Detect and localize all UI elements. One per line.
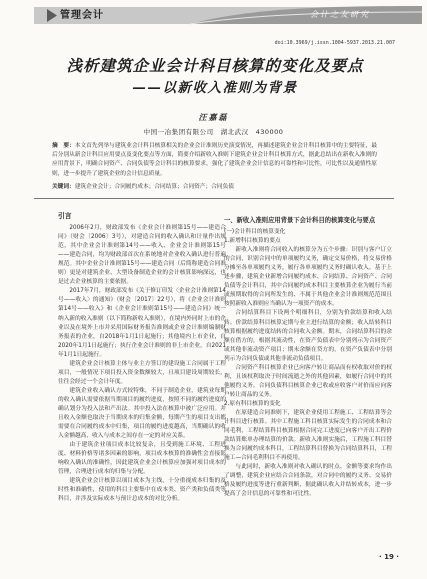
section-paragraph: 与此同时，新收入准则对收入确认的时点、金额等要求均作出了调整，建筑企业应结合合同条款，对合同中的履约义务、交易价格及履约进度等进行重新判断，据此确认收入并结转成本，进一步提高了会计信息的可靠性和可比性。	[224, 464, 392, 498]
section-paragraph: 合同结算科目下设两个明细科目，分别为价款结算和收入结转。价款结算科目核算定期与业主进行结算的金额；收入结转科目核算根据履约进度结转的合同收入金额。期末，合同结算科目的余额在借方的，根据其流动性，在资产负债表中分别列示为合同资产或其他非流动资产项目；期末余额在贷方的，在资产负债表中分别列示为合同负债或其他非流动负债项目。	[224, 310, 392, 362]
section-paragraph: 在原建造合同准则下，建筑企业使用工程施工、工程结算等会计科目进行核算。其中工程施工科目核算实际发生的合同成本和合同毛利，工程结算科目核算根据合同完工进度已向客户开出工程价款结算账单办理结算的价款。新收入准则实施后，工程施工科目替换为合同履约成本科目，工程结算科目替换为合同结算科目，工程施工—合同毛利科目不再使用。	[224, 409, 392, 462]
section-heading: 一、新收入准则应用背景下会计科目的核算变化与要点	[224, 217, 376, 224]
section-paragraph: 合同资产科目核算企业已向客户转让商品而有权收取对价的权利，且该权利取决于时间流逝之外的其他因素，如履行合同中的其他履约义务。合同负债科目核算企业已收或应收客户对价而应向客户转让商品的义务。	[224, 364, 392, 398]
keywords-label: 关键词：	[52, 184, 75, 190]
section-paragraph: 新收入准则将合同收入的核算分为五个步骤：识别与客户订立的合同，识别合同中的单项履约义务，确定交易价格，将交易价格分摊至各单项履约义务，履行各单项履约义务时确认收入。基于上述步骤，建筑企业新增合同履约成本、合同结算、合同资产、合同负债等会计科目，其中合同履约成本科目主要核算企业为履行当前或预期取得的合同所发生的、不属于其他企业会计准则规范范围且按照新收入准则应当确认为一项资产的成本。	[224, 247, 392, 308]
subsection-item-heading: 1.新增科目核算的要点	[224, 238, 281, 245]
intro-paragraph: 建筑企业会计核算以项目成本为主线，十分重视成本归集的及时性和准确性，使用的科目主要集中在成本类、资产类和负债类等科目，并涉及实际成本与预计总成本的对比分析。	[58, 478, 226, 503]
keywords	[52, 183, 377, 192]
section-marker-icon	[47, 9, 57, 22]
article-subtitle: ——以新收入准则为背景	[132, 80, 298, 96]
article-title: 浅析建筑企业会计科目核算的变化及要点	[66, 57, 364, 75]
subsection-heading: (一)会计科目的核算变化	[224, 229, 286, 236]
author-affiliation: 中国一冶集团有限公司 湖北武汉 430000	[143, 128, 284, 136]
body-column-right	[224, 212, 392, 499]
abstract-label: 摘 要：	[52, 143, 75, 149]
abstract	[52, 142, 377, 179]
body-column-left	[58, 212, 226, 505]
intro-paragraph: 建筑企业收入确认方式较特殊，不同于制造企业，建筑业每期的收入确认需要依据当期项目的履约进度，按照不同的履约进度的确认划分为投入法和产出法。其中投入法在核算中被广泛应用。并且收入金额也取决于当期成本的归集金额，每期产生的项目支出都需要在合同履约成本中归集，项目的履约进度越高，当期确认的收入金额越高，收入与成本之间存在一定的对应关系。	[58, 387, 226, 440]
page-number: · 19 ·	[379, 553, 399, 561]
author-name: 汪嘉磊	[198, 113, 229, 122]
intro-heading: 引言	[58, 212, 72, 220]
doi-line: doi:10.3969/j.issn.1004-5937.2013.21.007	[274, 40, 395, 46]
header-swoosh-decoration	[190, 6, 422, 34]
keywords-text: 建筑企业会计；合同履约成本；合同结算；合同资产；合同负债	[74, 184, 234, 190]
abstract-divider	[34, 198, 394, 199]
intro-paragraph: 建筑企业会计核算主体与业主方签订的建设施工合同属于工程项目，一般情况下项目投入资金数额较大，且项目建设周期较长，往往会经过一个会计年度。	[58, 360, 226, 385]
subsection-item-heading: 2.原有科目核算的变化	[224, 400, 281, 407]
intro-paragraph: 2017年7月，财政部发布《关于修订印发〈企业会计准则第14号——收入〉的通知》（财会〔2017〕22号），将《企业会计准则第14号——收入》和《企业会计准则第15号——建造合同》统一纳入新的收入准则（以下简称新收入准则），在境内外同时上市的企业以及在境外上市并采用国际财务报告准则或企业会计准则编制财务报表的企业，自2018年1月1日起施行；其他境内上市企业，自2020年1月1日起施行；执行企业会计准则的非上市企业，自2021年1月1日起施行。	[58, 288, 226, 358]
intro-paragraph: 2006年2月，财政部发布《企业会计准则第15号——建造合同》（财会〔2006〕3号），对建造合同的收入确认和计量作出规范，其中企业会计准则第14号——收入、企业会计准则第15号——建造合同，均为财政部首次在系统地对企业收入确认进行普遍规范。其中企业会计准则第15号——建造合同（后简称建造合同准则）更是对建筑企业、大型设备制造企业的会计核算影响深远，也是过去企业核算的主要依据。	[58, 225, 226, 286]
header-motto: 会计之友研究	[310, 10, 370, 19]
section-label: 管理会计	[60, 10, 104, 21]
abstract-text: 本文首先列举与建筑业会计科目核算相关的企业会计准则历史演变情况，再描述建筑企业会计科目核算中的主要特征，最后分别从新会计科目应用要点及变化要点等方面，简要介绍新收入准则下建筑企业会计科目核算方式，据此总结出在新收入准则的应用背景下，明确合同资产、合同负债等会计科目的核算要求，强化了建筑企业会计信息的可靠性和可比性，可比性以及通情性原则，进一步提升了建筑企业的会计信息质量。	[52, 143, 378, 177]
intro-paragraph: 由于建筑企业项目成本比较复杂，且受到施工环境、工程进度、材料价格等诸多因素的影响，项目成本核算的准确性会直接影响收入确认的准确性，因此建筑企业会计核算应加强对项目成本的管理，合理进行成本的归集与分配。	[58, 442, 226, 476]
